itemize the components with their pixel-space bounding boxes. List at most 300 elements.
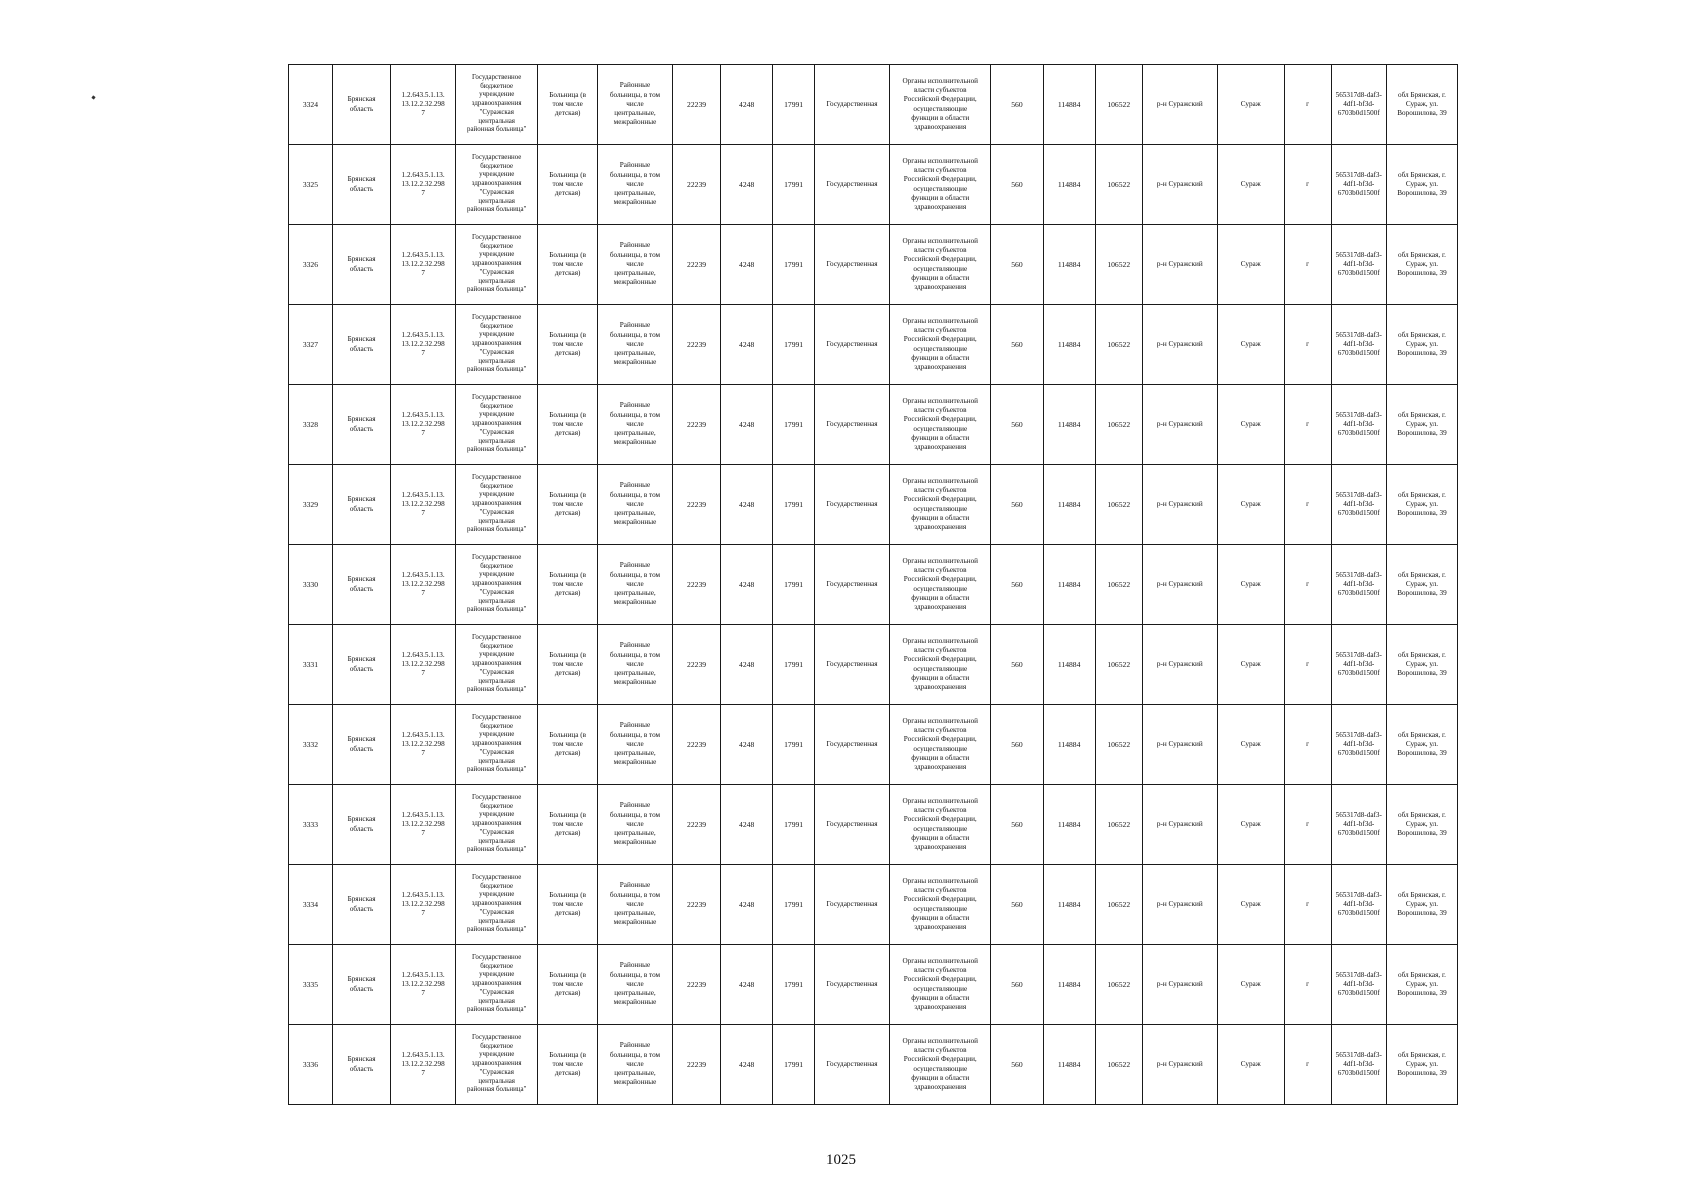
cell-authority-line: осуществляющие: [913, 984, 968, 993]
cell-authority: [890, 705, 991, 785]
cell-authority: [890, 385, 991, 465]
cell-facility-type: [538, 65, 597, 145]
cell-oid-code-line: 1.2.643.5.1.13.: [401, 490, 445, 499]
cell-authority-line: Органы исполнительной: [902, 796, 979, 805]
cell-authority-line: Российской Федерации,: [903, 1055, 977, 1064]
cell-organization-name-line: Государственное: [472, 794, 522, 802]
cell-fias-guid: [1331, 385, 1386, 465]
cell-oid-code-line: 1.2.643.5.1.13.: [401, 650, 445, 659]
cell-district: р-н Суражский: [1142, 1025, 1217, 1105]
cell-facility-subtype-line: больницы, в том: [609, 490, 661, 499]
cell-region-line: область: [349, 584, 374, 593]
cell-oid-code: [391, 625, 456, 705]
cell-okogu: 560: [991, 945, 1043, 1025]
cell-authority-line: Органы исполнительной: [902, 716, 979, 725]
cell-authority-line: функции в области: [911, 753, 970, 762]
cell-address: [1386, 625, 1457, 705]
cell-facility-type: [538, 225, 597, 305]
cell-oid-code-line: 1.2.643.5.1.13.: [401, 330, 445, 339]
cell-authority: [890, 545, 991, 625]
cell-facility-subtype: [597, 545, 672, 625]
cell-value-3: 17991: [773, 545, 815, 625]
cell-facility-type-line: Больница (в: [549, 970, 587, 979]
cell-organization-name-line: "Суражская: [479, 588, 514, 596]
cell-organization-name: [455, 65, 537, 145]
cell-authority-line: власти субъектов: [914, 326, 967, 335]
cell-facility-type-line: детская): [554, 909, 581, 918]
cell-value-5: 106522: [1095, 305, 1142, 385]
cell-facility-subtype-line: межрайонные: [613, 438, 657, 447]
cell-facility-subtype-line: центральные,: [614, 1069, 656, 1078]
cell-fias-guid: [1331, 785, 1386, 865]
cell-city: Сураж: [1217, 785, 1284, 865]
cell-value-4: 114884: [1043, 465, 1095, 545]
cell-organization-name-line: учреждение: [479, 811, 515, 819]
cell-facility-subtype-line: больницы, в том: [609, 650, 661, 659]
cell-city: Сураж: [1217, 945, 1284, 1025]
cell-fias-guid-line: 4df1-bf3d-: [1343, 979, 1375, 988]
cell-authority-line: власти субъектов: [914, 166, 967, 175]
cell-oid-code-line: 13.12.2.32.298: [401, 579, 445, 588]
cell-organization-name: [455, 465, 537, 545]
cell-facility-subtype-line: числе: [626, 739, 644, 748]
cell-organization-name-line: центральная: [478, 757, 515, 765]
cell-oid-code-line: 1.2.643.5.1.13.: [401, 730, 445, 739]
cell-region-line: область: [349, 104, 374, 113]
cell-address-line: обл Брянская, г.: [1397, 730, 1446, 739]
cell-facility-type-line: Больница (в: [549, 250, 587, 259]
cell-oid-code: [391, 865, 456, 945]
cell-organization-name-line: "Суражская: [479, 188, 514, 196]
cell-organization-name-line: Государственное: [472, 954, 522, 962]
cell-authority-line: Российской Федерации,: [903, 335, 977, 344]
cell-facility-type-line: детская): [554, 509, 581, 518]
cell-authority-line: осуществляющие: [913, 1064, 968, 1073]
cell-fias-guid: [1331, 225, 1386, 305]
cell-okogu: 560: [991, 625, 1043, 705]
cell-authority-line: здравоохранения: [914, 1082, 967, 1091]
cell-oid-code-line: 13.12.2.32.298: [401, 179, 445, 188]
cell-facility-subtype-line: межрайонные: [613, 678, 657, 687]
cell-facility-type: [538, 705, 597, 785]
cell-organization-name-line: центральная: [478, 677, 515, 685]
cell-organization-name-line: бюджетное: [480, 722, 514, 730]
cell-oid-code-line: 7: [421, 509, 425, 518]
cell-address-line: Сураж, ул.: [1405, 419, 1439, 428]
cell-organization-name-line: Государственное: [472, 74, 522, 82]
cell-organization-name-line: бюджетное: [480, 322, 514, 330]
cell-region: [332, 865, 390, 945]
cell-fias-guid-line: 4df1-bf3d-: [1343, 1059, 1375, 1068]
cell-fias-guid-line: 6703b0d1500f: [1337, 1069, 1380, 1078]
cell-row-number: 3332: [289, 705, 333, 785]
cell-value-3: 17991: [773, 785, 815, 865]
cell-fias-guid-line: 565317d8-daf3-: [1335, 570, 1382, 579]
cell-organization-name-line: "Суражская: [479, 668, 514, 676]
cell-value-5: 106522: [1095, 545, 1142, 625]
cell-organization-name-line: Государственное: [472, 234, 522, 242]
cell-value-1: 22239: [673, 385, 721, 465]
cell-fias-guid-line: 4df1-bf3d-: [1343, 819, 1375, 828]
cell-facility-subtype-line: Районные: [619, 641, 651, 650]
cell-district: р-н Суражский: [1142, 945, 1217, 1025]
cell-organization-name-line: "Суражская: [479, 268, 514, 276]
cell-value-1: 22239: [673, 545, 721, 625]
cell-authority-line: власти субъектов: [914, 86, 967, 95]
cell-facility-type-line: Больница (в: [549, 90, 587, 99]
cell-authority-line: власти субъектов: [914, 726, 967, 735]
cell-organization-name-line: центральная: [478, 837, 515, 845]
cell-fias-guid-line: 565317d8-daf3-: [1335, 890, 1382, 899]
cell-oid-code-line: 1.2.643.5.1.13.: [401, 250, 445, 259]
cell-facility-type-line: том числе: [552, 99, 583, 108]
cell-oid-code-line: 13.12.2.32.298: [401, 659, 445, 668]
cell-fias-guid-line: 565317d8-daf3-: [1335, 650, 1382, 659]
cell-fias-guid-line: 4df1-bf3d-: [1343, 899, 1375, 908]
cell-region: [332, 785, 390, 865]
cell-ownership: Государственная: [814, 705, 889, 785]
cell-facility-subtype-line: больницы, в том: [609, 250, 661, 259]
cell-facility-type-line: детская): [554, 829, 581, 838]
cell-authority-line: функции в области: [911, 833, 970, 842]
cell-region: [332, 465, 390, 545]
cell-oid-code-line: 7: [421, 189, 425, 198]
cell-organization-name-line: учреждение: [479, 171, 515, 179]
cell-fias-guid-line: 565317d8-daf3-: [1335, 410, 1382, 419]
cell-organization-name-line: "Суражская: [479, 508, 514, 516]
cell-oid-code-line: 13.12.2.32.298: [401, 819, 445, 828]
cell-organization-name-line: бюджетное: [480, 1042, 514, 1050]
cell-organization-name-line: Государственное: [472, 314, 522, 322]
cell-value-5: 106522: [1095, 865, 1142, 945]
cell-facility-subtype-line: центральные,: [614, 829, 656, 838]
cell-okogu: 560: [991, 705, 1043, 785]
cell-fias-guid-line: 565317d8-daf3-: [1335, 170, 1382, 179]
cell-facility-type-line: том числе: [552, 899, 583, 908]
cell-organization-name-line: учреждение: [479, 1051, 515, 1059]
cell-fias-guid: [1331, 705, 1386, 785]
cell-organization-name-line: бюджетное: [480, 162, 514, 170]
cell-value-4: 114884: [1043, 945, 1095, 1025]
cell-organization-name-line: районная больница": [467, 1086, 527, 1094]
cell-organization-name: [455, 705, 537, 785]
cell-organization-name: [455, 385, 537, 465]
cell-facility-subtype-line: Районные: [619, 1041, 651, 1050]
cell-organization-name: [455, 225, 537, 305]
cell-authority-line: здравоохранения: [914, 682, 967, 691]
cell-address: [1386, 785, 1457, 865]
cell-value-2: 4248: [721, 705, 773, 785]
cell-fias-guid-line: 565317d8-daf3-: [1335, 730, 1382, 739]
cell-organization-name-line: здравоохранения: [471, 580, 522, 588]
cell-authority: [890, 625, 991, 705]
cell-value-2: 4248: [721, 945, 773, 1025]
cell-fias-guid-line: 6703b0d1500f: [1337, 989, 1380, 998]
cell-facility-type: [538, 625, 597, 705]
cell-authority-line: здравоохранения: [914, 122, 967, 131]
cell-facility-subtype-line: межрайонные: [613, 118, 657, 127]
cell-authority-line: здравоохранения: [914, 282, 967, 291]
cell-organization-name-line: учреждение: [479, 411, 515, 419]
cell-organization-name-line: здравоохранения: [471, 900, 522, 908]
cell-oid-code-line: 7: [421, 269, 425, 278]
cell-organization-name-line: учреждение: [479, 651, 515, 659]
cell-facility-subtype-line: Районные: [619, 161, 651, 170]
cell-organization-name-line: "Суражская: [479, 748, 514, 756]
cell-organization-name-line: центральная: [478, 437, 515, 445]
cell-oid-code: [391, 705, 456, 785]
cell-oid-code-line: 7: [421, 829, 425, 838]
cell-value-1: 22239: [673, 225, 721, 305]
cell-address-line: Сураж, ул.: [1405, 739, 1439, 748]
cell-organization-name-line: здравоохранения: [471, 820, 522, 828]
cell-facility-subtype-line: Районные: [619, 961, 651, 970]
cell-region-line: область: [349, 344, 374, 353]
cell-oid-code-line: 7: [421, 909, 425, 918]
cell-oid-code: [391, 545, 456, 625]
cell-ownership: Государственная: [814, 865, 889, 945]
cell-address-line: обл Брянская, г.: [1397, 410, 1446, 419]
cell-organization-name-line: бюджетное: [480, 482, 514, 490]
table-row: [289, 705, 1458, 785]
cell-fias-guid-line: 4df1-bf3d-: [1343, 339, 1375, 348]
cell-organization-name-line: бюджетное: [480, 242, 514, 250]
cell-region-line: область: [349, 1064, 374, 1073]
cell-district: р-н Суражский: [1142, 65, 1217, 145]
cell-address-line: Ворошилова, 39: [1397, 429, 1447, 438]
cell-city-type: г: [1284, 1025, 1331, 1105]
cell-authority: [890, 65, 991, 145]
cell-value-2: 4248: [721, 65, 773, 145]
cell-facility-type-line: Больница (в: [549, 890, 587, 899]
cell-fias-guid: [1331, 65, 1386, 145]
table-row: [289, 145, 1458, 225]
cell-value-1: 22239: [673, 65, 721, 145]
cell-okogu: 560: [991, 865, 1043, 945]
cell-okogu: 560: [991, 145, 1043, 225]
cell-value-2: 4248: [721, 305, 773, 385]
cell-region-line: Брянская: [347, 975, 376, 984]
cell-authority: [890, 305, 991, 385]
cell-oid-code-line: 13.12.2.32.298: [401, 339, 445, 348]
table-row: [289, 65, 1458, 145]
registry-table: [288, 64, 1458, 1105]
cell-value-4: 114884: [1043, 785, 1095, 865]
cell-facility-type: [538, 945, 597, 1025]
cell-address-line: обл Брянская, г.: [1397, 650, 1446, 659]
table-row: [289, 945, 1458, 1025]
cell-facility-subtype-line: центральные,: [614, 109, 656, 118]
cell-fias-guid-line: 6703b0d1500f: [1337, 349, 1380, 358]
cell-authority-line: власти субъектов: [914, 646, 967, 655]
cell-region-line: область: [349, 504, 374, 513]
cell-organization-name-line: "Суражская: [479, 348, 514, 356]
cell-facility-type-line: Больница (в: [549, 650, 587, 659]
cell-facility-subtype-line: больницы, в том: [609, 1050, 661, 1059]
cell-value-1: 22239: [673, 145, 721, 225]
cell-authority-line: Органы исполнительной: [902, 76, 979, 85]
cell-authority-line: осуществляющие: [913, 664, 968, 673]
cell-region-line: Брянская: [347, 575, 376, 584]
cell-facility-type: [538, 545, 597, 625]
cell-address: [1386, 545, 1457, 625]
cell-region: [332, 705, 390, 785]
cell-oid-code: [391, 385, 456, 465]
cell-facility-type-line: Больница (в: [549, 410, 587, 419]
cell-authority-line: здравоохранения: [914, 602, 967, 611]
cell-facility-subtype: [597, 865, 672, 945]
cell-facility-type: [538, 305, 597, 385]
cell-fias-guid: [1331, 545, 1386, 625]
table-row: [289, 1025, 1458, 1105]
cell-authority-line: осуществляющие: [913, 744, 968, 753]
cell-organization-name-line: Государственное: [472, 874, 522, 882]
cell-ownership: Государственная: [814, 1025, 889, 1105]
cell-city: Сураж: [1217, 1025, 1284, 1105]
cell-district: р-н Суражский: [1142, 145, 1217, 225]
cell-authority-line: осуществляющие: [913, 504, 968, 513]
cell-fias-guid-line: 6703b0d1500f: [1337, 589, 1380, 598]
cell-authority-line: здравоохранения: [914, 202, 967, 211]
cell-facility-subtype: [597, 705, 672, 785]
cell-authority: [890, 865, 991, 945]
cell-authority-line: Российской Федерации,: [903, 175, 977, 184]
cell-organization-name-line: бюджетное: [480, 562, 514, 570]
cell-authority-line: Органы исполнительной: [902, 556, 979, 565]
cell-organization-name-line: бюджетное: [480, 642, 514, 650]
cell-organization-name-line: здравоохранения: [471, 980, 522, 988]
cell-oid-code-line: 13.12.2.32.298: [401, 1059, 445, 1068]
cell-oid-code-line: 13.12.2.32.298: [401, 739, 445, 748]
cell-organization-name-line: районная больница": [467, 846, 527, 854]
cell-ownership: Государственная: [814, 625, 889, 705]
cell-address: [1386, 865, 1457, 945]
cell-ownership: Государственная: [814, 65, 889, 145]
cell-facility-subtype-line: числе: [626, 579, 644, 588]
cell-authority-line: здравоохранения: [914, 362, 967, 371]
cell-address-line: Ворошилова, 39: [1397, 509, 1447, 518]
cell-address-line: Сураж, ул.: [1405, 899, 1439, 908]
cell-authority-line: функции в области: [911, 433, 970, 442]
cell-address-line: Ворошилова, 39: [1397, 909, 1447, 918]
cell-facility-type-line: том числе: [552, 739, 583, 748]
cell-facility-type-line: том числе: [552, 979, 583, 988]
cell-facility-subtype-line: числе: [626, 179, 644, 188]
cell-facility-type-line: Больница (в: [549, 330, 587, 339]
cell-facility-subtype-line: Районные: [619, 881, 651, 890]
cell-ownership: Государственная: [814, 945, 889, 1025]
cell-facility-type: [538, 1025, 597, 1105]
cell-value-2: 4248: [721, 225, 773, 305]
cell-organization-name-line: Государственное: [472, 714, 522, 722]
cell-region: [332, 945, 390, 1025]
cell-authority-line: Органы исполнительной: [902, 876, 979, 885]
cell-organization-name-line: районная больница": [467, 1006, 527, 1014]
cell-organization-name-line: здравоохранения: [471, 260, 522, 268]
cell-fias-guid-line: 4df1-bf3d-: [1343, 579, 1375, 588]
cell-value-1: 22239: [673, 865, 721, 945]
cell-oid-code: [391, 465, 456, 545]
cell-fias-guid: [1331, 305, 1386, 385]
cell-address: [1386, 945, 1457, 1025]
cell-facility-subtype-line: центральные,: [614, 429, 656, 438]
cell-organization-name-line: учреждение: [479, 891, 515, 899]
cell-value-2: 4248: [721, 625, 773, 705]
cell-authority-line: функции в области: [911, 113, 970, 122]
cell-oid-code: [391, 1025, 456, 1105]
cell-facility-subtype-line: центральные,: [614, 749, 656, 758]
cell-authority-line: Органы исполнительной: [902, 316, 979, 325]
cell-authority-line: Органы исполнительной: [902, 476, 979, 485]
cell-authority: [890, 1025, 991, 1105]
table-row: [289, 865, 1458, 945]
cell-address-line: Ворошилова, 39: [1397, 189, 1447, 198]
table-row: [289, 225, 1458, 305]
cell-authority-line: осуществляющие: [913, 824, 968, 833]
cell-region-line: Брянская: [347, 895, 376, 904]
cell-address-line: Ворошилова, 39: [1397, 749, 1447, 758]
cell-facility-subtype-line: межрайонные: [613, 358, 657, 367]
cell-region-line: Брянская: [347, 655, 376, 664]
cell-authority-line: функции в области: [911, 513, 970, 522]
cell-organization-name: [455, 625, 537, 705]
cell-facility-subtype: [597, 945, 672, 1025]
cell-ownership: Государственная: [814, 545, 889, 625]
cell-value-5: 106522: [1095, 705, 1142, 785]
cell-organization-name-line: бюджетное: [480, 962, 514, 970]
cell-fias-guid-line: 6703b0d1500f: [1337, 669, 1380, 678]
cell-organization-name-line: "Суражская: [479, 828, 514, 836]
cell-organization-name-line: районная больница": [467, 366, 527, 374]
cell-authority-line: власти субъектов: [914, 806, 967, 815]
cell-facility-subtype-line: Районные: [619, 481, 651, 490]
cell-fias-guid-line: 4df1-bf3d-: [1343, 259, 1375, 268]
cell-city: Сураж: [1217, 225, 1284, 305]
cell-region: [332, 625, 390, 705]
cell-facility-type-line: том числе: [552, 259, 583, 268]
cell-authority-line: функции в области: [911, 1073, 970, 1082]
cell-oid-code: [391, 65, 456, 145]
cell-value-2: 4248: [721, 145, 773, 225]
cell-fias-guid-line: 565317d8-daf3-: [1335, 970, 1382, 979]
cell-fias-guid-line: 565317d8-daf3-: [1335, 330, 1382, 339]
cell-value-3: 17991: [773, 625, 815, 705]
cell-facility-type-line: детская): [554, 269, 581, 278]
cell-authority: [890, 145, 991, 225]
cell-fias-guid: [1331, 465, 1386, 545]
cell-oid-code-line: 1.2.643.5.1.13.: [401, 810, 445, 819]
cell-facility-type-line: детская): [554, 1069, 581, 1078]
cell-facility-subtype-line: межрайонные: [613, 998, 657, 1007]
cell-organization-name-line: Государственное: [472, 1034, 522, 1042]
cell-region-line: область: [349, 904, 374, 913]
cell-facility-type-line: Больница (в: [549, 1050, 587, 1059]
cell-facility-subtype-line: центральные,: [614, 589, 656, 598]
cell-organization-name-line: бюджетное: [480, 802, 514, 810]
cell-organization-name-line: Государственное: [472, 154, 522, 162]
cell-region-line: Брянская: [347, 95, 376, 104]
cell-value-4: 114884: [1043, 1025, 1095, 1105]
cell-facility-subtype-line: числе: [626, 259, 644, 268]
cell-row-number: 3326: [289, 225, 333, 305]
cell-organization-name-line: "Суражская: [479, 108, 514, 116]
registry-table-body: [289, 65, 1458, 1105]
cell-authority-line: Российской Федерации,: [903, 655, 977, 664]
cell-district: р-н Суражский: [1142, 625, 1217, 705]
cell-fias-guid-line: 565317d8-daf3-: [1335, 490, 1382, 499]
cell-oid-code-line: 1.2.643.5.1.13.: [401, 890, 445, 899]
cell-city-type: г: [1284, 465, 1331, 545]
